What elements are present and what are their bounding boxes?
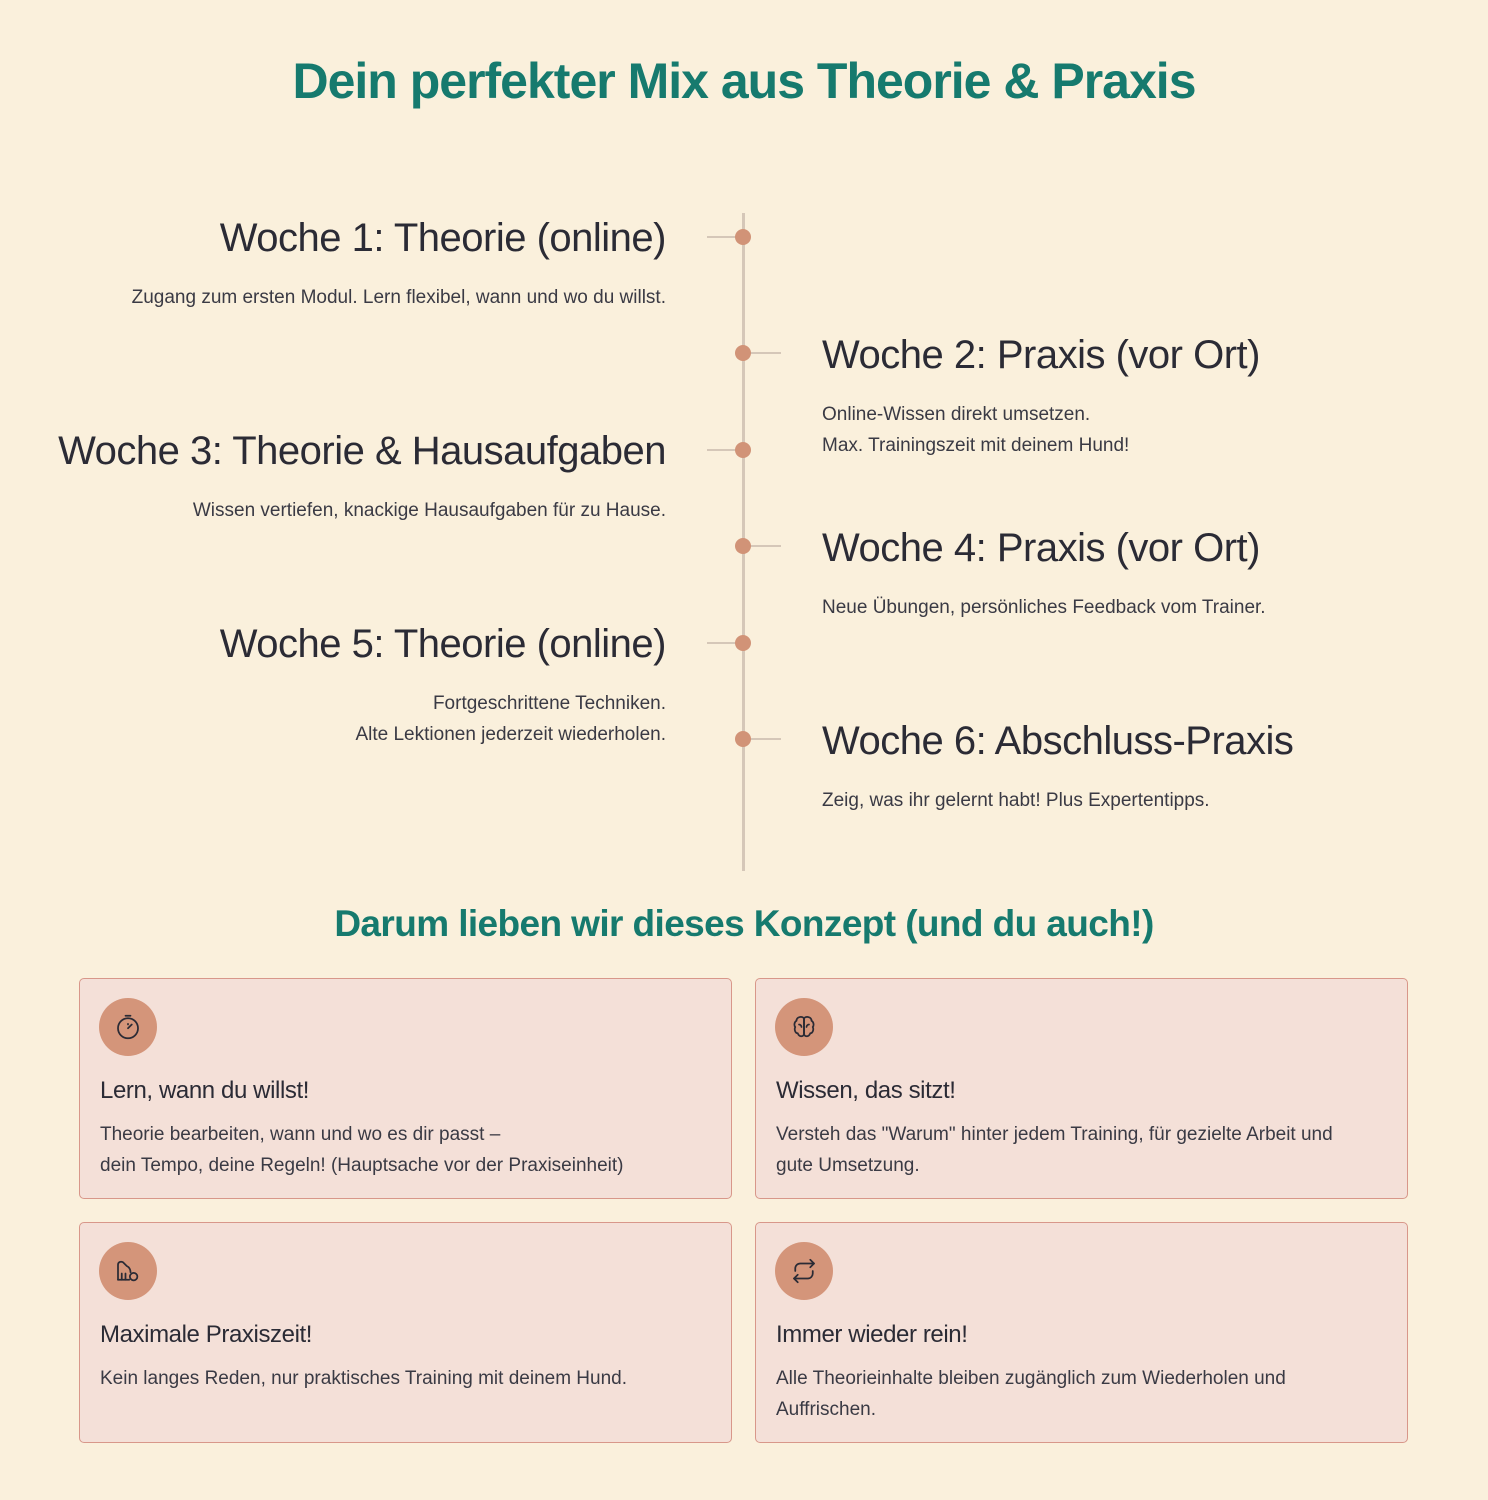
benefit-card xyxy=(79,978,732,1199)
clock-icon xyxy=(99,998,157,1056)
timeline-dot xyxy=(735,229,751,245)
benefit-text-line: Theorie bearbeiten, wann und wo es dir passt – xyxy=(100,1124,501,1145)
benefit-card-text xyxy=(776,1363,1387,1425)
timeline-dot xyxy=(735,538,751,554)
brain-icon xyxy=(775,998,833,1056)
repeat-icon xyxy=(775,1242,833,1300)
timeline-entry-title: Woche 6: Abschluss-Praxis xyxy=(822,719,1294,763)
page-title: Dein perfekter Mix aus Theorie & Praxis xyxy=(292,53,1196,109)
timeline-dot xyxy=(735,442,751,458)
benefit-card-title: Maximale Praxiszeit! xyxy=(100,1321,313,1348)
timeline-entry-desc xyxy=(822,592,1266,623)
benefit-card-title: Lern, wann du willst! xyxy=(100,1077,310,1104)
timeline-entry-week-5 xyxy=(220,624,666,750)
timeline-entry-week-2 xyxy=(822,335,1260,461)
benefits-title: Darum lieben wir dieses Konzept (und du auch!) xyxy=(334,903,1154,944)
benefit-card-text xyxy=(776,1119,1387,1181)
timeline-entry-week-1 xyxy=(132,218,666,313)
timeline-entry-title: Woche 2: Praxis (vor Ort) xyxy=(822,333,1260,377)
benefit-text-line: gute Umsetzung. xyxy=(776,1155,920,1176)
timeline-desc-line: Neue Übungen, persönliches Feedback vom Trainer. xyxy=(822,597,1266,618)
benefit-text-line: Alle Theorieinhalte bleiben zugänglich zum Wiederholen und xyxy=(776,1368,1286,1389)
benefit-card xyxy=(79,1222,732,1443)
benefit-text-line: Kein langes Reden, nur praktisches Training mit deinem Hund. xyxy=(100,1368,628,1389)
timeline-entry-week-6 xyxy=(822,721,1293,816)
timeline-entry-title: Woche 4: Praxis (vor Ort) xyxy=(822,526,1260,570)
timeline-dot xyxy=(735,345,751,361)
dog-training-icon xyxy=(99,1242,157,1300)
timeline-entry-desc xyxy=(132,282,666,313)
timeline-desc-line: Max. Trainingszeit mit deinem Hund! xyxy=(822,435,1130,456)
timeline-entry-title: Woche 3: Theorie & Hausaufgaben xyxy=(58,429,666,473)
benefit-text-line: Versteh das "Warum" hinter jedem Training, für gezielte Arbeit und xyxy=(776,1124,1333,1145)
timeline-desc-line: Online-Wissen direkt umsetzen. xyxy=(822,404,1091,425)
timeline-entry-desc xyxy=(220,688,666,750)
timeline-entry-desc xyxy=(58,495,666,526)
benefit-card-text xyxy=(100,1363,711,1394)
benefit-card-title: Wissen, das sitzt! xyxy=(776,1077,956,1104)
timeline-entry-title: Woche 5: Theorie (online) xyxy=(219,622,666,666)
timeline-desc-line: Zeig, was ihr gelernt habt! Plus Expertentipps. xyxy=(822,790,1210,811)
timeline-desc-line: Zugang zum ersten Modul. Lern flexibel, wann und wo du willst. xyxy=(131,287,666,308)
timeline-entry-title: Woche 1: Theorie (online) xyxy=(219,216,666,260)
timeline-desc-line: Alte Lektionen jederzeit wiederholen. xyxy=(355,724,666,745)
benefit-card-text xyxy=(100,1119,711,1181)
timeline-desc-line: Wissen vertiefen, knackige Hausaufgaben für zu Hause. xyxy=(192,500,666,521)
timeline-entry-desc xyxy=(822,785,1293,816)
timeline-entry-desc xyxy=(822,399,1260,461)
benefit-card xyxy=(755,978,1408,1199)
benefit-text-line: dein Tempo, deine Regeln! (Hauptsache vor der Praxiseinheit) xyxy=(100,1155,624,1176)
benefit-card-title: Immer wieder rein! xyxy=(776,1321,968,1348)
timeline-dot xyxy=(735,731,751,747)
benefit-card xyxy=(755,1222,1408,1443)
timeline-entry-week-3 xyxy=(58,431,666,526)
timeline-desc-line: Fortgeschrittene Techniken. xyxy=(432,693,666,714)
benefit-text-line: Auffrischen. xyxy=(776,1399,876,1420)
timeline-dot xyxy=(735,635,751,651)
timeline-entry-week-4 xyxy=(822,528,1266,623)
